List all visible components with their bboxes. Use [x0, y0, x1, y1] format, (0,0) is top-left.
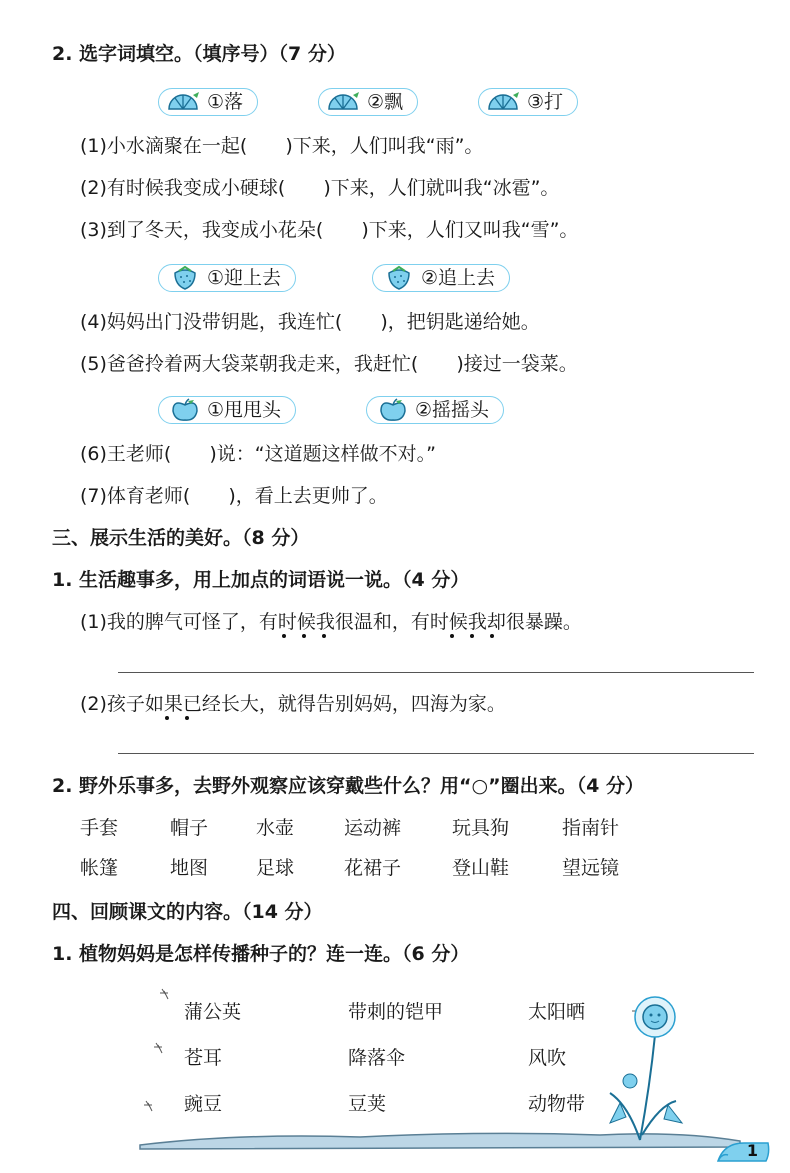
section-heading: 四、回顾课文的内容。（14 分） — [52, 901, 323, 923]
answer-line[interactable] — [118, 753, 754, 754]
gear-option[interactable]: 地图 — [170, 857, 209, 879]
gear-option[interactable]: 花裙子 — [344, 857, 402, 879]
question-heading: 2. 野外乐事多，去野外观察应该穿戴些什么？用“○”圈出来。（4 分） — [52, 775, 644, 797]
question-heading: 1. 生活趣事多，用上加点的词语说一说。（4 分） — [52, 569, 470, 591]
gear-option[interactable]: 望远镜 — [562, 857, 620, 879]
section-heading: 三、展示生活的美好。（8 分） — [52, 527, 310, 549]
fill-blank-item: (1)小水滴聚在一起( )下来，人们叫我“雨”。 — [80, 135, 484, 157]
choice-chip — [372, 264, 510, 292]
gear-option[interactable]: 手套 — [80, 817, 119, 839]
method-name[interactable]: 降落伞 — [348, 1047, 406, 1069]
choice-chip — [158, 264, 296, 292]
choice-chip — [158, 88, 258, 116]
gear-option[interactable]: 指南针 — [562, 817, 620, 839]
choice-chip — [158, 396, 296, 424]
strawberry-icon — [379, 265, 419, 291]
ground-shape — [140, 1133, 740, 1149]
page-tab-icon — [714, 1139, 772, 1165]
orange-slice-icon — [485, 89, 525, 115]
question-heading: 2. 选字词填空。（填序号）（7 分） — [52, 43, 346, 65]
choice-label: ②追上去 — [421, 267, 496, 289]
plant-name[interactable]: 蒲公英 — [184, 1001, 242, 1023]
apple-icon — [373, 397, 413, 423]
dandelion-icon — [610, 997, 682, 1140]
question-heading: 1. 植物妈妈是怎样传播种子的？连一连。（6 分） — [52, 943, 470, 965]
example-sentence: (2)孩子如果已经长大，就得告别妈妈，四海为家。 — [80, 693, 506, 715]
page-number-badge — [714, 1139, 772, 1165]
agent-name[interactable]: 动物带 — [528, 1093, 586, 1115]
fill-blank-item: (4)妈妈出门没带钥匙，我连忙( )，把钥匙递给她。 — [80, 311, 540, 333]
gear-option[interactable]: 玩具狗 — [452, 817, 510, 839]
choice-chip — [318, 88, 418, 116]
gear-option[interactable]: 运动裤 — [344, 817, 402, 839]
choice-chip — [478, 88, 578, 116]
plant-name[interactable]: 豌豆 — [184, 1093, 223, 1115]
gear-option[interactable]: 水壶 — [256, 817, 295, 839]
fill-blank-item: (2)有时候我变成小硬球( )下来，人们就叫我“冰雹”。 — [80, 177, 560, 199]
answer-line[interactable] — [118, 672, 754, 673]
choice-label: ③打 — [527, 91, 564, 113]
fill-blank-item: (5)爸爸拎着两大袋菜朝我走来，我赶忙( )接过一袋菜。 — [80, 353, 578, 375]
gear-option[interactable]: 登山鞋 — [452, 857, 510, 879]
fill-blank-item: (7)体育老师( )，看上去更帅了。 — [80, 485, 388, 507]
orange-slice-icon — [165, 89, 205, 115]
choice-label: ②摇摇头 — [415, 399, 490, 421]
fill-blank-item: (3)到了冬天，我变成小花朵( )下来，人们又叫我“雪”。 — [80, 219, 579, 241]
gear-option[interactable]: 帽子 — [170, 817, 209, 839]
choice-chip — [366, 396, 504, 424]
choice-label: ①落 — [207, 91, 244, 113]
plant-name[interactable]: 苍耳 — [184, 1047, 223, 1069]
agent-name[interactable]: 太阳晒 — [528, 1001, 586, 1023]
orange-slice-icon — [325, 89, 365, 115]
apple-icon — [165, 397, 205, 423]
choice-label: ②飘 — [367, 91, 404, 113]
method-name[interactable]: 带刺的铠甲 — [348, 1001, 444, 1023]
agent-name[interactable]: 风吹 — [528, 1047, 567, 1069]
page-number: 1 — [746, 1141, 758, 1160]
gear-option[interactable]: 帐篷 — [80, 857, 119, 879]
gear-option[interactable]: 足球 — [256, 857, 295, 879]
example-sentence: (1)我的脾气可怪了，有时候我很温和，有时候我却很暴躁。 — [80, 611, 582, 633]
choice-label: ①迎上去 — [207, 267, 282, 289]
method-name[interactable]: 豆荚 — [348, 1093, 387, 1115]
choice-label: ①甩甩头 — [207, 399, 282, 421]
fill-blank-item: (6)王老师( )说：“这道题这样做不对。” — [80, 443, 436, 465]
strawberry-icon — [165, 265, 205, 291]
